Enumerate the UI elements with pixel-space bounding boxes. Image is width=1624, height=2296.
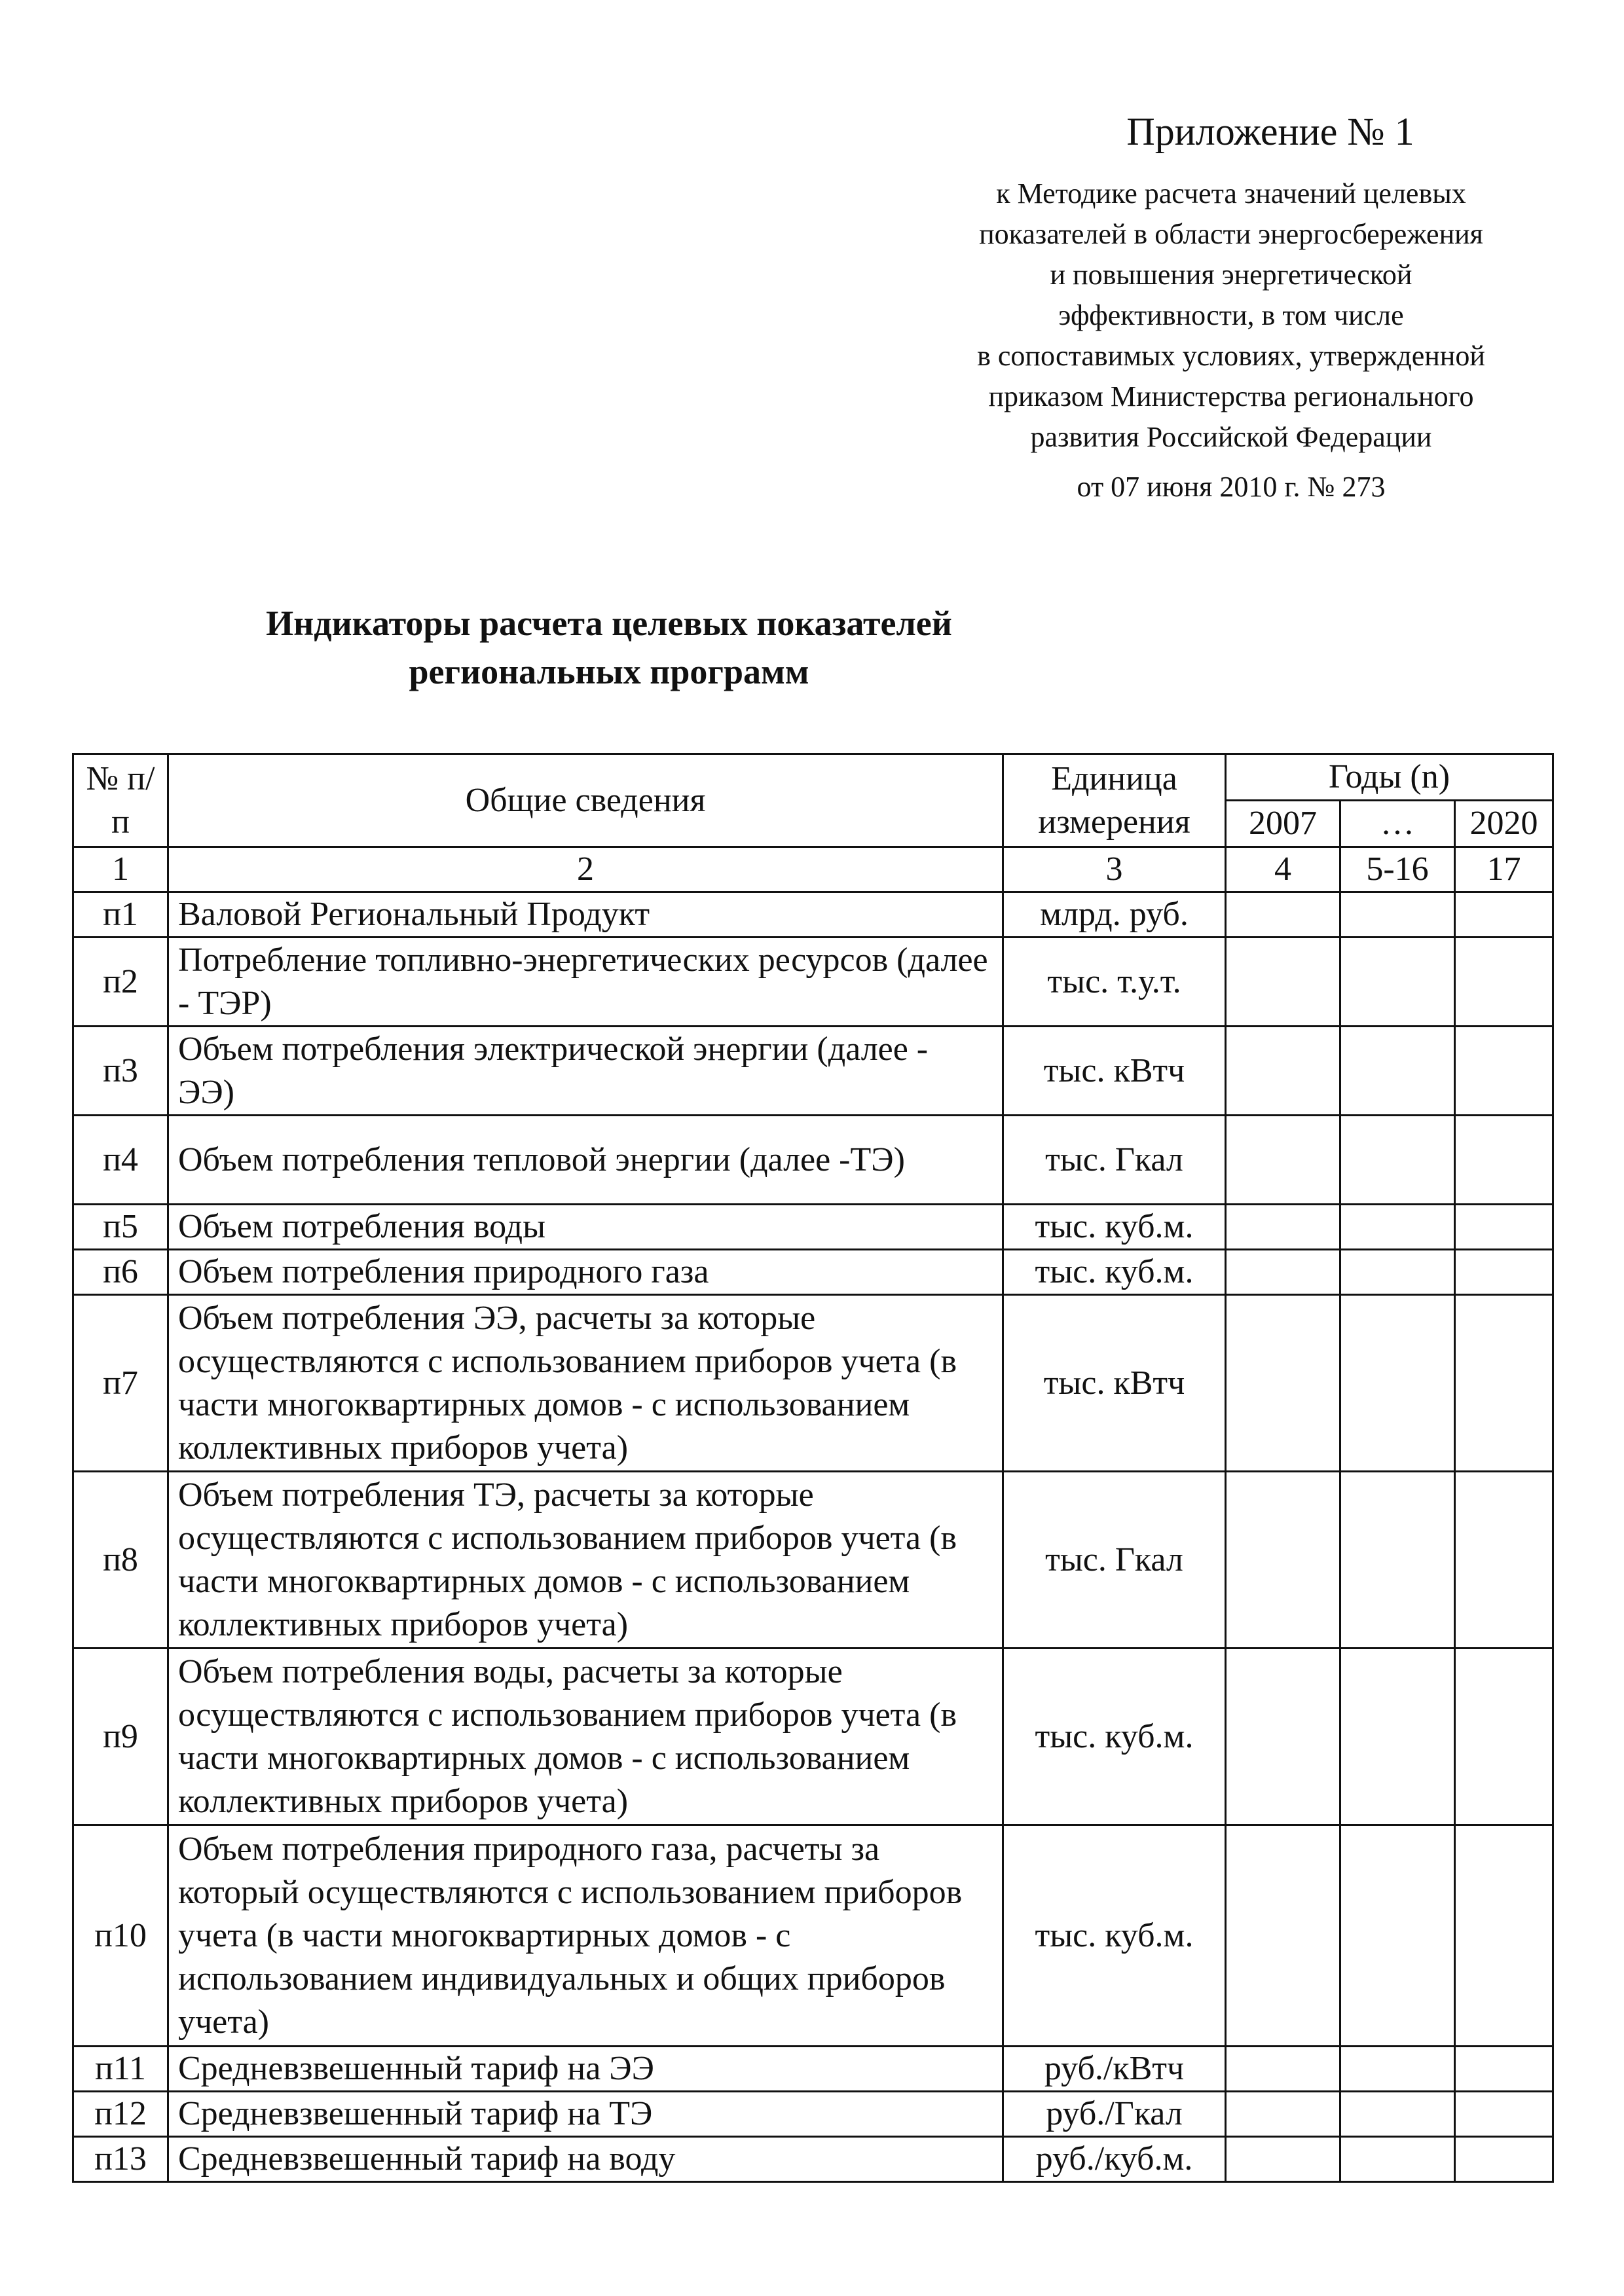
row-number: п5 (73, 1205, 168, 1250)
year-cell (1455, 1205, 1553, 1250)
year-cell (1340, 1027, 1455, 1116)
row-name: Объем потребления воды, расчеты за которые осуществляются с использованием приборов учета (в части многоквартирных домов - с использованием коллективных приборов учета) (168, 1649, 1003, 1825)
document-title (249, 599, 969, 696)
year-cell (1226, 2137, 1340, 2182)
row-number: п1 (73, 892, 168, 938)
appendix-date: от 07 июня 2010 г. № 273 (1077, 471, 1386, 503)
row-unit: тыс. куб.м. (1003, 1825, 1226, 2047)
header-years: Годы (n) (1226, 754, 1553, 801)
year-cell (1340, 1295, 1455, 1472)
row-number: п9 (73, 1649, 168, 1825)
row-name: Объем потребления ТЭ, расчеты за которые осуществляются с использованием приборов учета (в части многоквартирных домов - с использованием коллективных приборов учета) (168, 1472, 1003, 1649)
row-name: Объем потребления тепловой энергии (далее -ТЭ) (168, 1116, 1003, 1205)
appendix-line: в сопоставимых условиях, утвержденной (977, 340, 1485, 372)
row-number: п2 (73, 938, 168, 1027)
table-row (73, 2047, 1553, 2092)
row-unit: тыс. куб.м. (1003, 1205, 1226, 1250)
table-row (73, 1250, 1553, 1295)
row-unit: тыс. Гкал (1003, 1472, 1226, 1649)
header-year-first: 2007 (1226, 801, 1340, 847)
table-row (73, 1825, 1553, 2047)
year-cell (1340, 1250, 1455, 1295)
year-cell (1226, 1472, 1340, 1649)
row-name: Объем потребления воды (168, 1205, 1003, 1250)
column-number-row (73, 847, 1553, 892)
year-cell (1455, 2137, 1553, 2182)
row-unit: тыс. кВтч (1003, 1027, 1226, 1116)
year-cell (1340, 1116, 1455, 1205)
year-cell (1226, 1027, 1340, 1116)
row-name: Средневзвешенный тариф на ТЭ (168, 2092, 1003, 2137)
header-num: № п/п (73, 754, 168, 847)
row-unit: тыс. куб.м. (1003, 1250, 1226, 1295)
row-name: Средневзвешенный тариф на ЭЭ (168, 2047, 1003, 2092)
row-number: п4 (73, 1116, 168, 1205)
header-unit: Единица измерения (1003, 754, 1226, 847)
year-cell (1455, 1295, 1553, 1472)
appendix-line: эффективности, в том числе (1058, 299, 1404, 331)
table-row (73, 1649, 1553, 1825)
row-name: Объем потребления природного газа (168, 1250, 1003, 1295)
row-unit: млрд. руб. (1003, 892, 1226, 938)
row-unit: тыс. кВтч (1003, 1295, 1226, 1472)
table-row (73, 1116, 1553, 1205)
row-unit: тыс. куб.м. (1003, 1649, 1226, 1825)
document-title-line: Индикаторы расчета целевых показателей (266, 604, 952, 643)
year-cell (1226, 1825, 1340, 2047)
year-cell (1340, 892, 1455, 938)
row-unit: руб./Гкал (1003, 2092, 1226, 2137)
header-general: Общие сведения (168, 754, 1003, 847)
year-cell (1455, 2047, 1553, 2092)
year-cell (1455, 2092, 1553, 2137)
year-cell (1455, 938, 1553, 1027)
table-row (73, 938, 1553, 1027)
year-cell (1226, 1250, 1340, 1295)
year-cell (1226, 1295, 1340, 1472)
indicators-table (72, 753, 1554, 2183)
row-unit: тыс. т.у.т. (1003, 938, 1226, 1027)
table-row (73, 1472, 1553, 1649)
row-number: п6 (73, 1250, 168, 1295)
row-unit: руб./кВтч (1003, 2047, 1226, 2092)
header-year-last: 2020 (1455, 801, 1553, 847)
row-unit: руб./куб.м. (1003, 2137, 1226, 2182)
row-number: п7 (73, 1295, 168, 1472)
year-cell (1455, 1649, 1553, 1825)
row-number: п10 (73, 1825, 168, 2047)
year-cell (1340, 938, 1455, 1027)
year-cell (1226, 892, 1340, 938)
document-title-line: региональных программ (409, 652, 809, 691)
year-cell (1340, 2047, 1455, 2092)
table-row (73, 1027, 1553, 1116)
year-cell (1455, 1825, 1553, 2047)
row-name: Валовой Региональный Продукт (168, 892, 1003, 938)
appendix-header (904, 108, 1559, 507)
column-number: 1 (73, 847, 168, 892)
row-number: п8 (73, 1472, 168, 1649)
column-number: 5-16 (1340, 847, 1455, 892)
year-cell (1455, 1027, 1553, 1116)
appendix-line: развития Российской Федерации (1030, 421, 1432, 453)
year-cell (1455, 1116, 1553, 1205)
year-cell (1226, 1205, 1340, 1250)
table-row (73, 2092, 1553, 2137)
year-cell (1340, 1825, 1455, 2047)
year-cell (1226, 1649, 1340, 1825)
row-number: п11 (73, 2047, 168, 2092)
year-cell (1340, 2137, 1455, 2182)
table-row (73, 1295, 1553, 1472)
row-name: Объем потребления электрической энергии (далее - ЭЭ) (168, 1027, 1003, 1116)
column-number: 4 (1226, 847, 1340, 892)
year-cell (1340, 1205, 1455, 1250)
appendix-line: показателей в области энергосбережения (979, 218, 1483, 250)
table-row (73, 1205, 1553, 1250)
table-row (73, 2137, 1553, 2182)
year-cell (1226, 2047, 1340, 2092)
year-cell (1455, 1472, 1553, 1649)
appendix-line: и повышения энергетической (1050, 259, 1412, 291)
year-cell (1455, 892, 1553, 938)
year-cell (1226, 2092, 1340, 2137)
row-name: Средневзвешенный тариф на воду (168, 2137, 1003, 2182)
column-number: 2 (168, 847, 1003, 892)
row-name: Объем потребления природного газа, расчеты за который осуществляются с использованием приборов учета (в части многоквартирных домов - с использованием индивидуальных и общих приборов учета) (168, 1825, 1003, 2047)
appendix-title: Приложение № 1 (1126, 110, 1414, 153)
header-row (73, 754, 1553, 801)
row-unit: тыс. Гкал (1003, 1116, 1226, 1205)
appendix-line: приказом Министерства регионального (988, 380, 1474, 412)
header-year-mid: … (1340, 801, 1455, 847)
year-cell (1455, 1250, 1553, 1295)
row-number: п13 (73, 2137, 168, 2182)
row-name: Объем потребления ЭЭ, расчеты за которые осуществляются с использованием приборов учета (в части многоквартирных домов - с использованием коллективных приборов учета) (168, 1295, 1003, 1472)
year-cell (1340, 1472, 1455, 1649)
table-row (73, 892, 1553, 938)
row-number: п3 (73, 1027, 168, 1116)
year-cell (1226, 938, 1340, 1027)
row-number: п12 (73, 2092, 168, 2137)
row-name: Потребление топливно-энергетических ресурсов (далее - ТЭР) (168, 938, 1003, 1027)
year-cell (1340, 1649, 1455, 1825)
appendix-line: к Методике расчета значений целевых (996, 177, 1466, 210)
column-number: 3 (1003, 847, 1226, 892)
year-cell (1340, 2092, 1455, 2137)
year-cell (1226, 1116, 1340, 1205)
column-number: 17 (1455, 847, 1553, 892)
